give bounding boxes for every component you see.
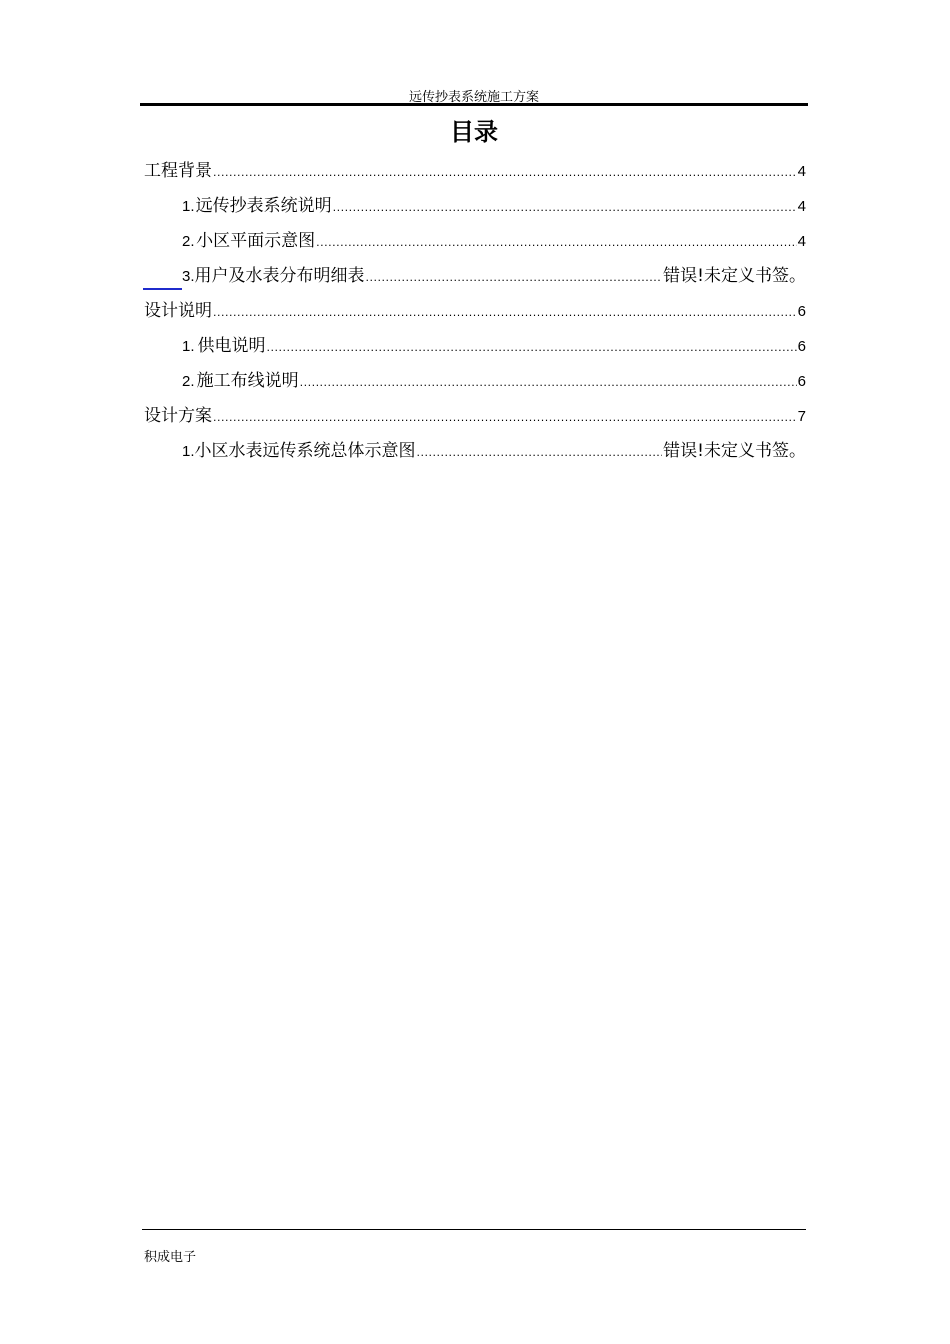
toc-entry[interactable]	[144, 294, 806, 329]
toc-page-number: 4	[797, 233, 806, 250]
toc-entry-text: 施工布线说明	[196, 371, 299, 391]
toc-leader-dots	[300, 365, 797, 400]
toc-entry[interactable]	[144, 364, 806, 399]
toc-entry-text: 供电说明	[197, 336, 266, 356]
toc-entry[interactable]	[144, 154, 806, 189]
toc-entry-number: 1.	[182, 198, 195, 215]
toc-page-number: 4	[797, 198, 806, 215]
toc-entry[interactable]	[144, 329, 806, 364]
toc-leader-dots	[316, 225, 797, 260]
toc-entry-text: 小区水表远传系统总体示意图	[194, 441, 416, 461]
toc-entry-text: 远传抄表系统说明	[195, 196, 332, 216]
toc-leader-dots	[366, 260, 663, 295]
toc-entry-number: 2.	[182, 373, 195, 390]
toc-leader-dots	[267, 330, 797, 365]
toc-entry-number: 3.	[182, 268, 195, 285]
toc-page-error: 错误!未定义书签。	[663, 441, 806, 461]
toc-entry-text: 小区平面示意图	[196, 231, 316, 251]
toc-entry[interactable]	[144, 259, 806, 294]
toc-entry-text: 工程背景	[144, 161, 212, 181]
toc-page-number: 6	[797, 338, 806, 355]
toc-leader-dots	[213, 155, 797, 190]
toc-page-error: 错误!未定义书签。	[663, 266, 806, 286]
toc-entry[interactable]	[144, 434, 806, 469]
toc-page-number: 4	[797, 163, 806, 180]
toc-page-number: 6	[797, 303, 806, 320]
page-header: 远传抄表系统施工方案	[408, 90, 539, 105]
toc-entry-number: 2.	[182, 233, 195, 250]
toc-page-number: 7	[797, 408, 806, 425]
toc-leader-dots	[213, 400, 797, 435]
table-of-contents	[144, 154, 806, 469]
toc-leader-dots	[333, 190, 797, 225]
toc-entry[interactable]	[144, 189, 806, 224]
toc-leader-dots	[417, 435, 663, 470]
toc-entry-number: 1.	[182, 338, 195, 355]
toc-title: 目录	[450, 118, 498, 146]
footer-rule	[142, 1229, 806, 1230]
toc-entry[interactable]	[144, 399, 806, 434]
toc-entry-text: 用户及水表分布明细表	[194, 266, 365, 286]
toc-entry-number: 1.	[182, 443, 195, 460]
toc-entry-text: 设计方案	[144, 406, 212, 426]
page-footer: 积成电子	[144, 1250, 197, 1265]
toc-entry[interactable]	[144, 224, 806, 259]
toc-leader-dots	[213, 295, 797, 330]
toc-entry-text: 设计说明	[144, 301, 212, 321]
header-rule	[140, 103, 808, 106]
toc-page-number: 6	[797, 373, 806, 390]
hyperlink-underline	[143, 288, 182, 290]
